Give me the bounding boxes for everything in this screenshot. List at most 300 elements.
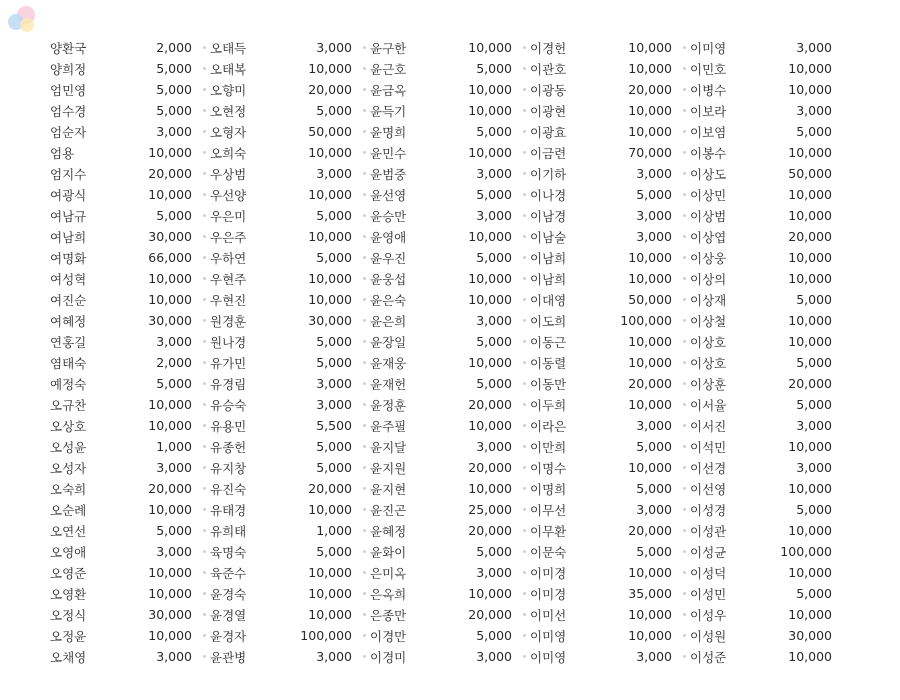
donor-entry — [370, 289, 530, 310]
donation-amount: 3,000 — [476, 649, 512, 664]
donor-name: 이상범 — [690, 208, 727, 224]
donor-name: 유진숙 — [210, 481, 247, 497]
separator-dot — [203, 403, 206, 406]
separator-dot — [203, 298, 206, 301]
donor-entry — [210, 100, 370, 121]
separator-dot — [683, 109, 686, 112]
donor-entry — [210, 415, 370, 436]
donor-entry — [50, 226, 210, 247]
separator-dot — [203, 151, 206, 154]
donor-name: 이보염 — [690, 124, 727, 140]
donor-name: 이보라 — [690, 103, 727, 119]
donor-name: 오현정 — [210, 103, 247, 119]
donor-entry — [690, 58, 850, 79]
donation-amount: 10,000 — [148, 271, 192, 286]
donation-amount: 3,000 — [636, 229, 672, 244]
donor-entry — [50, 289, 210, 310]
separator-dot — [363, 487, 366, 490]
separator-dot — [523, 445, 526, 448]
separator-dot — [203, 445, 206, 448]
donor-entry — [370, 142, 530, 163]
donor-name: 오정윤 — [50, 628, 87, 644]
separator-dot — [523, 151, 526, 154]
donor-name: 여혜정 — [50, 313, 87, 329]
donation-amount: 100,000 — [620, 313, 672, 328]
donation-amount: 5,000 — [316, 355, 352, 370]
donor-entry — [50, 268, 210, 289]
donor-name: 윤진곤 — [370, 502, 407, 518]
separator-dot — [203, 172, 206, 175]
donation-amount: 3,000 — [476, 565, 512, 580]
donation-amount: 10,000 — [788, 607, 832, 622]
donor-entry — [690, 373, 850, 394]
donor-name: 윤영애 — [370, 229, 407, 245]
separator-dot — [203, 466, 206, 469]
separator-dot — [363, 634, 366, 637]
separator-dot — [363, 319, 366, 322]
donation-amount: 20,000 — [468, 460, 512, 475]
donor-name: 예정숙 — [50, 376, 87, 392]
donor-name: 여남희 — [50, 229, 87, 245]
donor-entry — [530, 58, 690, 79]
donor-entry — [530, 520, 690, 541]
donor-entry — [50, 562, 210, 583]
donation-amount: 10,000 — [468, 481, 512, 496]
donation-amount: 5,000 — [156, 376, 192, 391]
donation-amount: 50,000 — [788, 166, 832, 181]
donor-entry — [530, 37, 690, 58]
separator-dot — [523, 424, 526, 427]
donor-entry — [530, 541, 690, 562]
donor-entry — [530, 457, 690, 478]
donor-name: 이라은 — [530, 418, 567, 434]
donor-entry — [690, 142, 850, 163]
separator-dot — [203, 46, 206, 49]
donor-name: 이상민 — [690, 187, 727, 203]
donor-name: 오형자 — [210, 124, 247, 140]
separator-dot — [683, 361, 686, 364]
donor-entry — [50, 37, 210, 58]
separator-dot — [683, 571, 686, 574]
donation-amount: 10,000 — [148, 628, 192, 643]
donation-amount: 10,000 — [788, 523, 832, 538]
donor-entry — [210, 541, 370, 562]
donor-name: 오연선 — [50, 523, 87, 539]
donor-entry — [530, 583, 690, 604]
donor-name: 이남희 — [530, 250, 567, 266]
donor-entry — [690, 310, 850, 331]
donor-entry — [210, 625, 370, 646]
donor-entry — [530, 184, 690, 205]
donor-entry — [50, 58, 210, 79]
donor-entry — [210, 352, 370, 373]
donor-entry — [50, 205, 210, 226]
donor-name: 육명숙 — [210, 544, 247, 560]
separator-dot — [363, 508, 366, 511]
donation-amount: 5,000 — [156, 61, 192, 76]
separator-dot — [363, 235, 366, 238]
donation-amount: 10,000 — [148, 502, 192, 517]
donor-entry — [690, 79, 850, 100]
donor-entry — [210, 289, 370, 310]
donation-amount: 5,000 — [476, 334, 512, 349]
donation-amount: 5,000 — [796, 292, 832, 307]
donation-amount: 10,000 — [468, 145, 512, 160]
donor-entry — [690, 604, 850, 625]
donor-entry — [690, 478, 850, 499]
donor-entry — [690, 352, 850, 373]
donor-name: 윤승만 — [370, 208, 407, 224]
donor-entry — [690, 394, 850, 415]
donor-name: 이미영 — [690, 40, 727, 56]
donor-name: 오태득 — [210, 40, 247, 56]
separator-dot — [363, 67, 366, 70]
donor-name: 이만희 — [530, 439, 567, 455]
donor-entry — [370, 331, 530, 352]
separator-dot — [523, 592, 526, 595]
separator-dot — [363, 592, 366, 595]
donation-amount: 10,000 — [788, 481, 832, 496]
donation-amount: 10,000 — [148, 418, 192, 433]
separator-dot — [523, 298, 526, 301]
donor-name: 연홍길 — [50, 334, 87, 350]
donor-name: 이성준 — [690, 649, 727, 665]
donor-entry — [210, 331, 370, 352]
separator-dot — [683, 298, 686, 301]
donor-entry — [50, 373, 210, 394]
donor-entry — [210, 583, 370, 604]
donor-entry — [210, 268, 370, 289]
donation-amount: 10,000 — [148, 292, 192, 307]
donor-name: 오순례 — [50, 502, 87, 518]
separator-dot — [363, 151, 366, 154]
separator-dot — [363, 214, 366, 217]
separator-dot — [363, 193, 366, 196]
donor-name: 이기하 — [530, 166, 567, 182]
separator-dot — [203, 613, 206, 616]
donor-entry — [50, 79, 210, 100]
donor-entry — [530, 226, 690, 247]
donor-name: 엄지수 — [50, 166, 87, 182]
donor-entry — [530, 478, 690, 499]
donor-name: 이경헌 — [530, 40, 567, 56]
donation-amount: 5,000 — [316, 208, 352, 223]
donor-name: 이민호 — [690, 61, 727, 77]
donor-name: 오채영 — [50, 649, 87, 665]
donor-name: 엄민영 — [50, 82, 87, 98]
donor-name: 이상철 — [690, 313, 727, 329]
donation-amount: 3,000 — [316, 166, 352, 181]
donation-amount: 3,000 — [796, 460, 832, 475]
donation-amount: 5,000 — [636, 439, 672, 454]
donor-name: 이미선 — [530, 607, 567, 623]
donation-amount: 3,000 — [316, 376, 352, 391]
donor-entry — [690, 562, 850, 583]
donor-entry — [690, 520, 850, 541]
separator-dot — [683, 46, 686, 49]
donation-amount: 70,000 — [628, 145, 672, 160]
donor-entry — [690, 541, 850, 562]
donor-name: 윤재헌 — [370, 376, 407, 392]
donor-entry — [370, 58, 530, 79]
separator-dot — [363, 256, 366, 259]
separator-dot — [363, 403, 366, 406]
separator-dot — [203, 571, 206, 574]
donor-entry — [530, 310, 690, 331]
donor-entry — [690, 226, 850, 247]
donation-amount: 5,000 — [156, 523, 192, 538]
donation-amount: 3,000 — [636, 502, 672, 517]
donation-amount: 10,000 — [788, 334, 832, 349]
donor-name: 윤구한 — [370, 40, 407, 56]
separator-dot — [683, 214, 686, 217]
donation-amount: 10,000 — [308, 502, 352, 517]
separator-dot — [363, 655, 366, 658]
donor-entry — [370, 121, 530, 142]
donor-name: 오성자 — [50, 460, 87, 476]
donor-entry — [210, 163, 370, 184]
donation-amount: 10,000 — [308, 145, 352, 160]
donor-name: 원나경 — [210, 334, 247, 350]
donation-amount: 10,000 — [468, 292, 512, 307]
donor-name: 우현주 — [210, 271, 247, 287]
donor-entry — [50, 478, 210, 499]
separator-dot — [683, 592, 686, 595]
donor-name: 윤금옥 — [370, 82, 407, 98]
donation-amount: 5,000 — [316, 250, 352, 265]
donation-amount: 10,000 — [788, 439, 832, 454]
donor-name: 이상호 — [690, 334, 727, 350]
donor-name: 이명수 — [530, 460, 567, 476]
donor-entry — [370, 646, 530, 667]
donation-amount: 10,000 — [788, 187, 832, 202]
donation-amount: 10,000 — [308, 565, 352, 580]
donor-entry — [370, 394, 530, 415]
donation-amount: 10,000 — [788, 208, 832, 223]
donation-amount: 20,000 — [628, 376, 672, 391]
separator-dot — [523, 235, 526, 238]
separator-dot — [683, 424, 686, 427]
separator-dot — [363, 550, 366, 553]
donor-entry — [690, 184, 850, 205]
donor-name: 이봉수 — [690, 145, 727, 161]
donation-amount: 66,000 — [148, 250, 192, 265]
donor-entry — [50, 142, 210, 163]
donor-entry — [50, 583, 210, 604]
donor-entry — [530, 394, 690, 415]
donor-name: 이문숙 — [530, 544, 567, 560]
donor-name: 유승숙 — [210, 397, 247, 413]
donor-entry — [370, 541, 530, 562]
donation-amount: 3,000 — [476, 166, 512, 181]
donor-name: 양환국 — [50, 40, 87, 56]
donor-name: 여진순 — [50, 292, 87, 308]
donor-entry — [690, 625, 850, 646]
donation-amount: 10,000 — [788, 649, 832, 664]
donor-entry — [690, 163, 850, 184]
donor-name: 우선양 — [210, 187, 247, 203]
donor-name: 이미경 — [530, 565, 567, 581]
donor-name: 유경림 — [210, 376, 247, 392]
donation-amount: 5,000 — [796, 124, 832, 139]
donor-name: 이상호 — [690, 355, 727, 371]
donation-amount: 20,000 — [628, 82, 672, 97]
donor-entry — [530, 499, 690, 520]
donor-entry — [370, 520, 530, 541]
donor-name: 오태복 — [210, 61, 247, 77]
donation-amount: 5,000 — [796, 586, 832, 601]
separator-dot — [683, 550, 686, 553]
donor-name: 이대영 — [530, 292, 567, 308]
donation-amount: 10,000 — [788, 61, 832, 76]
donation-amount: 10,000 — [148, 145, 192, 160]
separator-dot — [683, 88, 686, 91]
donation-amount: 3,000 — [476, 208, 512, 223]
donation-amount: 3,000 — [316, 649, 352, 664]
donation-amount: 3,000 — [636, 166, 672, 181]
donation-amount: 10,000 — [308, 229, 352, 244]
separator-dot — [203, 550, 206, 553]
donation-amount: 10,000 — [628, 460, 672, 475]
separator-dot — [203, 130, 206, 133]
donor-name: 양희정 — [50, 61, 87, 77]
donation-amount: 50,000 — [308, 124, 352, 139]
donor-name: 이두희 — [530, 397, 567, 413]
donor-name: 윤득기 — [370, 103, 407, 119]
donor-entry — [210, 184, 370, 205]
donation-amount: 5,000 — [476, 376, 512, 391]
donation-amount: 5,000 — [316, 103, 352, 118]
donor-name: 이상도 — [690, 166, 727, 182]
separator-dot — [203, 193, 206, 196]
donor-entry — [370, 562, 530, 583]
donor-entry — [50, 436, 210, 457]
separator-dot — [683, 466, 686, 469]
donor-entry — [50, 457, 210, 478]
donor-entry — [370, 205, 530, 226]
donor-entry — [370, 373, 530, 394]
donation-amount: 10,000 — [788, 250, 832, 265]
donor-entry — [210, 499, 370, 520]
donation-amount: 10,000 — [788, 313, 832, 328]
donor-name: 여성혁 — [50, 271, 87, 287]
donor-name: 윤명희 — [370, 124, 407, 140]
separator-dot — [523, 319, 526, 322]
donor-name: 이남희 — [530, 271, 567, 287]
donor-name: 이광현 — [530, 103, 567, 119]
separator-dot — [523, 88, 526, 91]
donor-entry — [370, 37, 530, 58]
donor-name: 우현진 — [210, 292, 247, 308]
separator-dot — [523, 340, 526, 343]
donor-entry — [530, 436, 690, 457]
separator-dot — [523, 655, 526, 658]
separator-dot — [203, 361, 206, 364]
donor-entry — [50, 415, 210, 436]
donation-amount: 3,000 — [156, 649, 192, 664]
donor-entry — [370, 457, 530, 478]
donor-name: 이성관 — [690, 523, 727, 539]
donor-entry — [210, 373, 370, 394]
separator-dot — [203, 88, 206, 91]
donor-entry — [370, 499, 530, 520]
donor-name: 이남술 — [530, 229, 567, 245]
separator-dot — [203, 424, 206, 427]
donation-amount: 5,000 — [156, 82, 192, 97]
donor-name: 윤혜정 — [370, 523, 407, 539]
donor-name: 유용민 — [210, 418, 247, 434]
donor-name: 윤지원 — [370, 460, 407, 476]
separator-dot — [203, 655, 206, 658]
separator-dot — [203, 319, 206, 322]
donation-amount: 3,000 — [156, 124, 192, 139]
donor-entry — [370, 352, 530, 373]
donor-name: 이나경 — [530, 187, 567, 203]
donor-name: 은옥희 — [370, 586, 407, 602]
donor-name: 윤경숙 — [210, 586, 247, 602]
donation-amount: 5,000 — [316, 439, 352, 454]
donor-name: 이상의 — [690, 271, 727, 287]
donation-amount: 3,000 — [636, 649, 672, 664]
separator-dot — [523, 529, 526, 532]
donor-entry — [210, 37, 370, 58]
donation-amount: 30,000 — [148, 313, 192, 328]
donor-entry — [50, 100, 210, 121]
donor-name: 우은주 — [210, 229, 247, 245]
donor-name: 윤민수 — [370, 145, 407, 161]
donor-entry — [210, 394, 370, 415]
separator-dot — [683, 67, 686, 70]
donor-name: 이관호 — [530, 61, 567, 77]
donor-name: 유태경 — [210, 502, 247, 518]
separator-dot — [683, 319, 686, 322]
donation-amount: 5,000 — [316, 334, 352, 349]
donor-name: 우하연 — [210, 250, 247, 266]
donation-amount: 3,000 — [316, 40, 352, 55]
donation-amount: 10,000 — [628, 40, 672, 55]
separator-dot — [683, 403, 686, 406]
donation-amount: 1,000 — [316, 523, 352, 538]
donor-list — [50, 37, 850, 667]
donor-entry — [210, 604, 370, 625]
donation-amount: 3,000 — [156, 460, 192, 475]
donor-entry — [530, 142, 690, 163]
donation-amount: 3,000 — [316, 397, 352, 412]
donor-name: 우은미 — [210, 208, 247, 224]
separator-dot — [523, 487, 526, 490]
donor-entry — [690, 268, 850, 289]
donor-name: 오성윤 — [50, 439, 87, 455]
donation-amount: 20,000 — [308, 82, 352, 97]
donation-amount: 3,000 — [476, 313, 512, 328]
separator-dot — [363, 172, 366, 175]
donor-entry — [50, 163, 210, 184]
separator-dot — [523, 382, 526, 385]
donor-name: 윤범중 — [370, 166, 407, 182]
donation-amount: 5,000 — [476, 124, 512, 139]
donation-amount: 10,000 — [308, 586, 352, 601]
donor-entry — [50, 394, 210, 415]
donor-entry — [210, 142, 370, 163]
donation-amount: 10,000 — [628, 397, 672, 412]
donation-amount: 10,000 — [468, 586, 512, 601]
donation-amount: 5,000 — [636, 544, 672, 559]
donation-amount: 10,000 — [468, 229, 512, 244]
separator-dot — [363, 298, 366, 301]
separator-dot — [203, 634, 206, 637]
donor-name: 윤근호 — [370, 61, 407, 77]
separator-dot — [523, 550, 526, 553]
